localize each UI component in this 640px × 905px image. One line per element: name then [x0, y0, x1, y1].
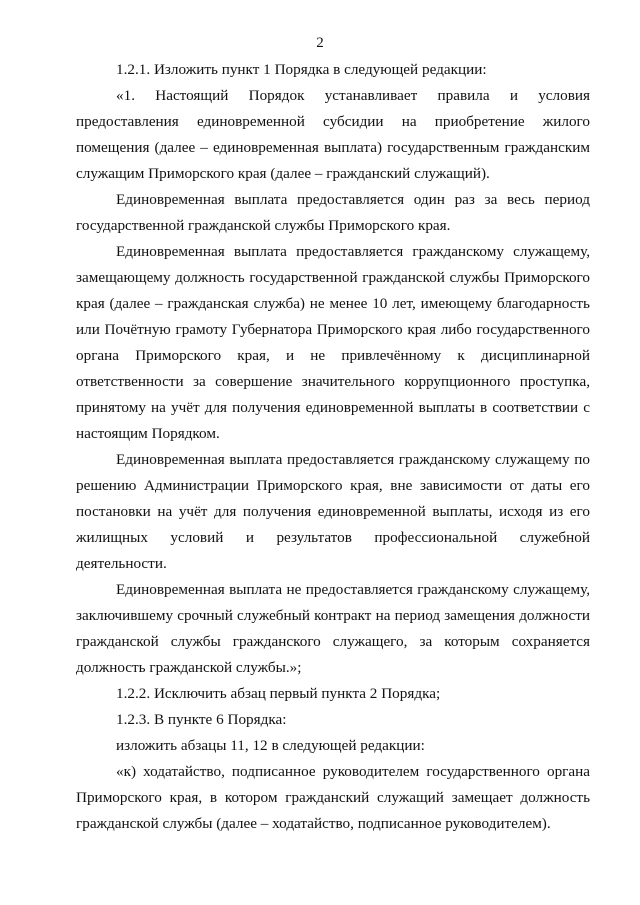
document-body — [76, 57, 590, 837]
paragraph-1-2-3: 1.2.3. В пункте 6 Порядка: — [116, 711, 287, 728]
paragraph-amend-11-12: изложить абзацы 11, 12 в следующей редакции: — [116, 737, 425, 754]
paragraph-eligibility: Единовременная выплата предоставляется гражданскому служащему, замещающему должность государственной гражданской службы Приморского края (далее – гражданская служба) не менее 10 лет, имеющему благодарность или Почётную грамоту Губернатора Приморского края либо государственного органа Приморского края, и не привлечённому к дисциплинарной ответственности за совершение значительного коррупционного проступка, принятому на учёт для получения единовременной выплаты в соответствии с настоящим Порядком. — [76, 243, 590, 442]
paragraph-1-2-1: 1.2.1. Изложить пункт 1 Порядка в следующей редакции: — [116, 61, 487, 78]
paragraph-1-2-2: 1.2.2. Исключить абзац первый пункта 2 Порядка; — [116, 685, 441, 702]
paragraph-exclusion: Единовременная выплата не предоставляется гражданскому служащему, заключившему срочный служебный контракт на период замещения должности гражданской службы гражданского служащего, за которым сохраняется должность гражданской службы.»; — [76, 581, 590, 676]
paragraph-one-time: Единовременная выплата предоставляется один раз за весь период государственной гражданской службы Приморского края. — [76, 191, 590, 234]
page-number: 2 — [316, 35, 324, 51]
paragraph-petition: «к) ходатайство, подписанное руководителем государственного органа Приморского края, в котором гражданский служащий замещает должность гражданской службы (далее – ходатайство, подписанное руководителем). — [76, 763, 590, 832]
paragraph-point-1: «1. Настоящий Порядок устанавливает правила и условия предоставления единовременной субсидии на приобретение жилого помещения (далее – единовременная выплата) государственным гражданским служащим Приморского края (далее – гражданский служащий). — [76, 87, 590, 182]
paragraph-decision: Единовременная выплата предоставляется гражданскому служащему по решению Администрации Приморского края, вне зависимости от даты его постановки на учёт для получения единовременной выплаты, исходя из его жилищных условий и результатов профессиональной служебной деятельности. — [76, 451, 590, 572]
